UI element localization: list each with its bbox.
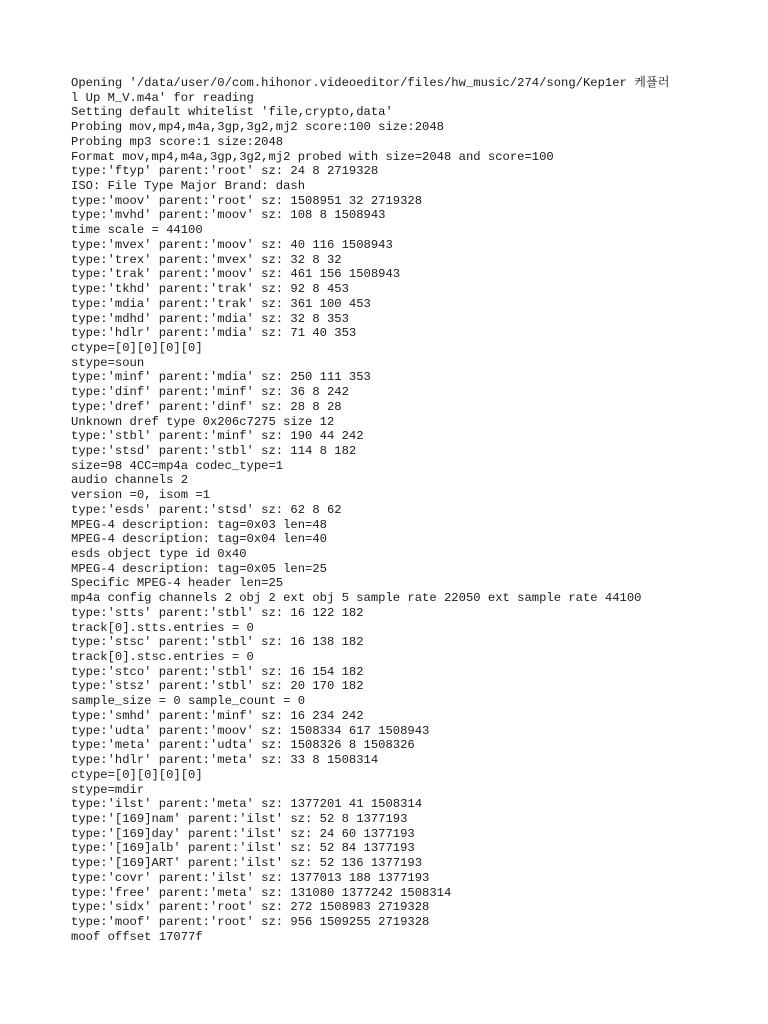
log-line: Probing mp3 score:1 size:2048 bbox=[71, 134, 284, 149]
log-line: type:'smhd' parent:'minf' sz: 16 234 242 bbox=[71, 708, 364, 723]
log-line: type:'stts' parent:'stbl' sz: 16 122 182 bbox=[71, 605, 364, 620]
log-line: esds object type id 0x40 bbox=[71, 547, 247, 561]
log-line: type:'covr' parent:'ilst' sz: 1377013 188 1377193 bbox=[71, 870, 430, 885]
log-line: type:'ilst' parent:'meta' sz: 1377201 41 1508314 bbox=[71, 797, 423, 812]
log-line: type:'minf' parent:'mdia' sz: 250 111 353 bbox=[71, 370, 371, 385]
log-line: type:'meta' parent:'udta' sz: 1508326 8 1508326 bbox=[71, 738, 415, 753]
log-text-block bbox=[71, 76, 711, 944]
log-line: type:'[169]alb' parent:'ilst' sz: 52 84 1377193 bbox=[71, 841, 415, 856]
log-line: type:'moof' parent:'root' sz: 956 1509255 2719328 bbox=[71, 914, 430, 929]
log-line: type:'moov' parent:'root' sz: 1508951 32 2719328 bbox=[71, 193, 423, 208]
log-line: time scale = 44100 bbox=[71, 223, 203, 238]
log-line: Probing mov,mp4,m4a,3gp,3g2,mj2 score:100 size:2048 bbox=[71, 120, 444, 135]
log-line: stype=soun bbox=[71, 355, 145, 370]
log-line: Opening '/data/user/0/com.hihonor.videoeditor/files/hw_music/274/song/Kep1er 케플러 bbox=[71, 76, 670, 90]
log-line: sample_size = 0 sample_count = 0 bbox=[71, 694, 306, 709]
log-line: type:'hdlr' parent:'mdia' sz: 71 40 353 bbox=[71, 326, 357, 341]
log-line: Unknown dref type 0x206c7275 size 12 bbox=[71, 414, 335, 429]
log-line: ctype=[0][0][0][0] bbox=[71, 340, 203, 355]
log-line: audio channels 2 bbox=[71, 473, 189, 488]
log-line: stype=mdir bbox=[71, 782, 145, 797]
log-line: track[0].stsc.entries = 0 bbox=[71, 650, 254, 665]
log-line: type:'mdia' parent:'trak' sz: 361 100 453 bbox=[71, 296, 371, 311]
log-line: Specific MPEG-4 header len=25 bbox=[71, 576, 284, 591]
log-line: moof offset 17077f bbox=[71, 929, 203, 944]
log-line: type:'tkhd' parent:'trak' sz: 92 8 453 bbox=[71, 282, 349, 297]
log-line: MPEG-4 description: tag=0x03 len=48 bbox=[71, 517, 327, 532]
log-line: type:'dref' parent:'dinf' sz: 28 8 28 bbox=[71, 399, 342, 414]
log-line: type:'mvhd' parent:'moov' sz: 108 8 1508943 bbox=[71, 208, 386, 223]
log-line: type:'stbl' parent:'minf' sz: 190 44 242 bbox=[71, 429, 364, 444]
log-line: type:'[169]day' parent:'ilst' sz: 24 60 1377193 bbox=[71, 826, 415, 841]
log-line: type:'free' parent:'meta' sz: 131080 1377242 1508314 bbox=[71, 885, 452, 900]
log-line: type:'stsd' parent:'stbl' sz: 114 8 182 bbox=[71, 443, 357, 458]
log-line: size=98 4CC=mp4a codec_type=1 bbox=[71, 458, 284, 473]
log-line: MPEG-4 description: tag=0x05 len=25 bbox=[71, 561, 327, 576]
log-line: Setting default whitelist 'file,crypto,data' bbox=[71, 105, 393, 120]
log-line: type:'[169]nam' parent:'ilst' sz: 52 8 1377193 bbox=[71, 811, 408, 826]
log-line: type:'stco' parent:'stbl' sz: 16 154 182 bbox=[71, 664, 364, 679]
log-line: type:'trex' parent:'mvex' sz: 32 8 32 bbox=[71, 252, 342, 267]
log-line: type:'hdlr' parent:'meta' sz: 33 8 1508314 bbox=[71, 753, 379, 768]
log-line: l Up M_V.m4a' for reading bbox=[71, 90, 254, 105]
log-line: version =0, isom =1 bbox=[71, 488, 210, 503]
log-line: type:'stsz' parent:'stbl' sz: 20 170 182 bbox=[71, 679, 364, 694]
log-line: MPEG-4 description: tag=0x04 len=40 bbox=[71, 532, 327, 547]
log-line: type:'esds' parent:'stsd' sz: 62 8 62 bbox=[71, 502, 342, 517]
log-line: Format mov,mp4,m4a,3gp,3g2,mj2 probed with size=2048 and score=100 bbox=[71, 149, 554, 164]
log-line: type:'dinf' parent:'minf' sz: 36 8 242 bbox=[71, 385, 349, 400]
log-line: type:'[169]ART' parent:'ilst' sz: 52 136 1377193 bbox=[71, 856, 423, 871]
log-line: type:'udta' parent:'moov' sz: 1508334 617 1508943 bbox=[71, 723, 430, 738]
log-line: type:'ftyp' parent:'root' sz: 24 8 2719328 bbox=[71, 164, 379, 179]
log-line: track[0].stts.entries = 0 bbox=[71, 620, 254, 635]
log-line: mp4a config channels 2 obj 2 ext obj 5 sample rate 22050 ext sample rate 44100 bbox=[71, 591, 642, 606]
log-line: ctype=[0][0][0][0] bbox=[71, 767, 203, 782]
log-line: type:'mvex' parent:'moov' sz: 40 116 1508943 bbox=[71, 237, 393, 252]
log-line: type:'stsc' parent:'stbl' sz: 16 138 182 bbox=[71, 635, 364, 650]
log-line: ISO: File Type Major Brand: dash bbox=[71, 179, 306, 194]
log-line: type:'sidx' parent:'root' sz: 272 1508983 2719328 bbox=[71, 900, 430, 915]
log-line: type:'mdhd' parent:'mdia' sz: 32 8 353 bbox=[71, 311, 349, 326]
log-line: type:'trak' parent:'moov' sz: 461 156 1508943 bbox=[71, 267, 401, 282]
